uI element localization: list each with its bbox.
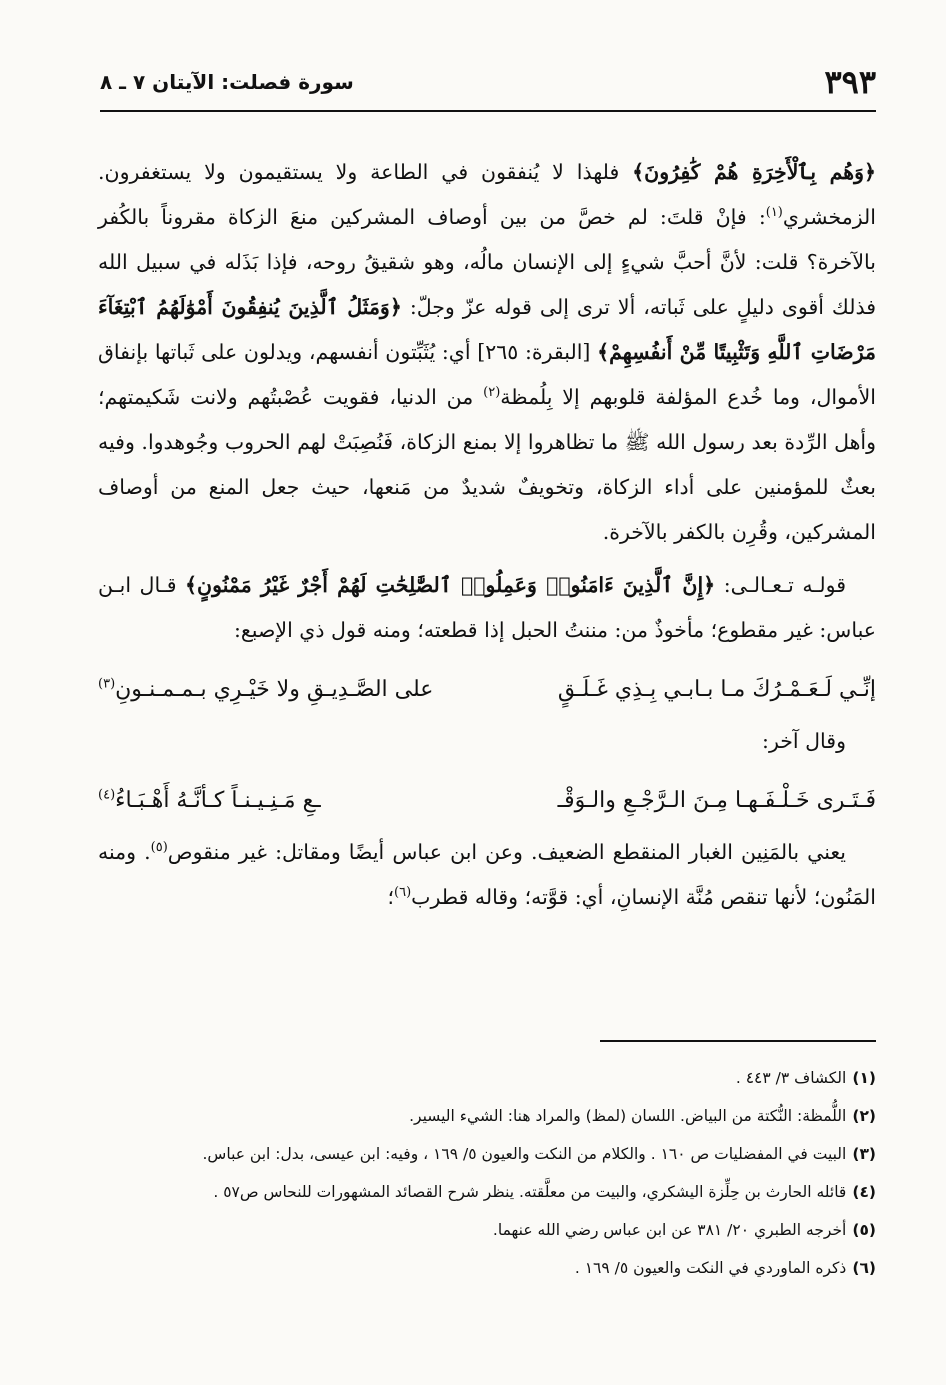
text-run: ـعِ مَـنِـيـنـاً كـأنَّـهُ أَهْـبَـاءُ bbox=[115, 788, 321, 813]
text-run: من الدنيا، فقويت عُصْبتُهم ولانت شَكيمتهم؛ وأهل الرِّدة بعد رسول الله ﷺ ما تظاهروا إلا بمنع الزكاة، فَنُصِبَتْ لهم الحروب وجُوهدوا. وفيه بعثٌ للمؤمنين على أداء الزكاة، وتخويفٌ شديدٌ من مَنعها، حيث جعل المنع من أوصاف المشركين، وقُرِن بالكفر بالآخرة. bbox=[98, 385, 876, 544]
verse-first-hemistich: إنِّـي لَـعَـمْـرُكَ مـا بـابـي بِـذِي غَـلَـقٍ bbox=[557, 677, 876, 702]
poetry-verse-2 bbox=[98, 772, 876, 830]
text-run: على الصَّـدِيـقِ ولا خَيْـرِي بـمـمـنـونِ bbox=[115, 677, 434, 702]
text-run: قـال ابـن عباس: غير مقطوع؛ مأخوذٌ من: مننتُ الحبل إذا قطعته؛ ومنه قول ذي الإصبع: bbox=[98, 573, 876, 642]
footnote-text: قائله الحارث بن حِلِّزة اليشكري، والبيت من معلَّقته. ينظر شرح القصائد المشهورات للنحاس ص٥٧ . bbox=[213, 1183, 847, 1201]
footnote-item bbox=[98, 1252, 876, 1284]
text-run: [البقرة: ٢٦٥] أي: يُثَبِّتون أنفسهم، ويدلون على ثَباتها بإنفاق الأموال، وما خُدع المؤلفة قلوبهم إلا بِلُمظة bbox=[98, 340, 877, 409]
text-run: فلهذا لا يُنفقون في الطاعة ولا يستقيمون ولا يستغفرون. الزمخشري bbox=[98, 160, 876, 229]
footnote-text: ذكره الماوردي في النكت والعيون ٥/ ١٦٩ . bbox=[574, 1259, 847, 1277]
paragraph-2 bbox=[98, 563, 876, 653]
quran-quote: ﴿وَهُم بِٱلْأَخِرَةِ هُمْ كَٰفِرُونَ﴾ bbox=[632, 160, 876, 184]
header-divider bbox=[100, 110, 876, 112]
footnote-ref: (٦) bbox=[394, 885, 412, 901]
footnote-number: (٥) bbox=[852, 1221, 876, 1239]
page-number: ٣٩٣ bbox=[824, 63, 876, 101]
footnote-ref: (٤) bbox=[98, 787, 116, 803]
verse-second-hemistich bbox=[98, 661, 433, 719]
quran-quote: ﴿إِنَّ ٱلَّذِينَ ءَامَنُوا۟ وَعَمِلُوا۟ ٱلصَّٰلِحَٰتِ لَهُمْ أَجْرٌ غَيْرُ مَمْنُونٍ﴾ bbox=[185, 573, 716, 597]
text-run: ؛ bbox=[387, 885, 394, 909]
footnote-text: الكشاف ٣/ ٤٤٣ . bbox=[735, 1069, 847, 1087]
footnote-item bbox=[98, 1138, 876, 1170]
verse-first-hemistich: فَـتَـرى خَـلْـفَـهـا مِـنَ الـرَّجْـعِ والـوَقْـ bbox=[557, 788, 876, 813]
footnote-number: (٦) bbox=[852, 1259, 876, 1277]
text-run: قولـه تـعـالـى: bbox=[715, 573, 846, 597]
footnote-number: (٣) bbox=[852, 1145, 876, 1163]
paragraph-4 bbox=[98, 830, 876, 920]
footnotes bbox=[98, 1062, 876, 1290]
paragraph-1 bbox=[98, 150, 876, 555]
footnote-item bbox=[98, 1100, 876, 1132]
main-text bbox=[98, 150, 876, 928]
footnote-ref: (٢) bbox=[483, 385, 501, 401]
footnote-ref: (٥) bbox=[150, 840, 168, 856]
footnote-text: اللُّمظة: النُّكتة من البياض. اللسان (لمظ) والمراد هنا: الشيء اليسير. bbox=[409, 1107, 847, 1125]
footnote-ref: (٣) bbox=[98, 676, 116, 692]
footnote-ref: (١) bbox=[765, 205, 783, 221]
footnote-item bbox=[98, 1214, 876, 1246]
footnote-item bbox=[98, 1176, 876, 1208]
paragraph-3: وقال آخر: bbox=[762, 729, 846, 753]
text-run: . ومنه المَنُون؛ لأنها تنقص مُنَّة الإنسانِ، أي: قوَّته؛ وقاله قطرب bbox=[98, 840, 876, 909]
footnote-number: (١) bbox=[852, 1069, 876, 1087]
text-run: يعني بالمَنِين الغبار المنقطع الضعيف. وعن ابن عباس أيضًا ومقاتل: غير منقوص bbox=[167, 840, 846, 864]
footnote-number: (٢) bbox=[852, 1107, 876, 1125]
footnote-number: (٤) bbox=[852, 1183, 876, 1201]
footnote-item bbox=[98, 1062, 876, 1094]
page-header bbox=[100, 60, 876, 104]
footnote-text: أخرجه الطبري ٢٠/ ٣٨١ عن ابن عباس رضي الله عنهما. bbox=[492, 1221, 847, 1239]
verse-second-hemistich bbox=[98, 772, 321, 830]
text-run: : فإنْ قلتَ: لم خصَّ من بين أوصاف المشركين منعَ الزكاة مقروناً بالكُفر بالآخرة؟ قلت: لأنَّ أحبَّ شيءٍ إلى الإنسان مالُه، وهو شقيقُ روحه، فإذا بَذَله في سبيل الله فذلك أقوى دليلٍ على ثَباته، ألا ترى إلى قوله عزّ وجلّ: bbox=[98, 205, 877, 319]
footnote-text: البيت في المفضليات ص ١٦٠ . والكلام من النكت والعيون ٥/ ١٦٩ ، وفيه: ابن عيسى، بدل: ابن عباس. bbox=[202, 1145, 847, 1163]
quran-quote: ﴿وَمَثَلُ ٱلَّذِينَ يُنفِقُونَ أَمْوَٰلَهُمُ ٱبْتِغَآءَ مَرْضَاتِ ٱللَّهِ وَتَثْبِيتًا مِّنْ أَنفُسِهِمْ﴾ bbox=[98, 295, 876, 364]
footnote-divider bbox=[600, 1040, 876, 1042]
poetry-verse-1 bbox=[98, 661, 876, 719]
running-title: سورة فصلت: الآيتان ٧ ـ ٨ bbox=[100, 70, 354, 94]
